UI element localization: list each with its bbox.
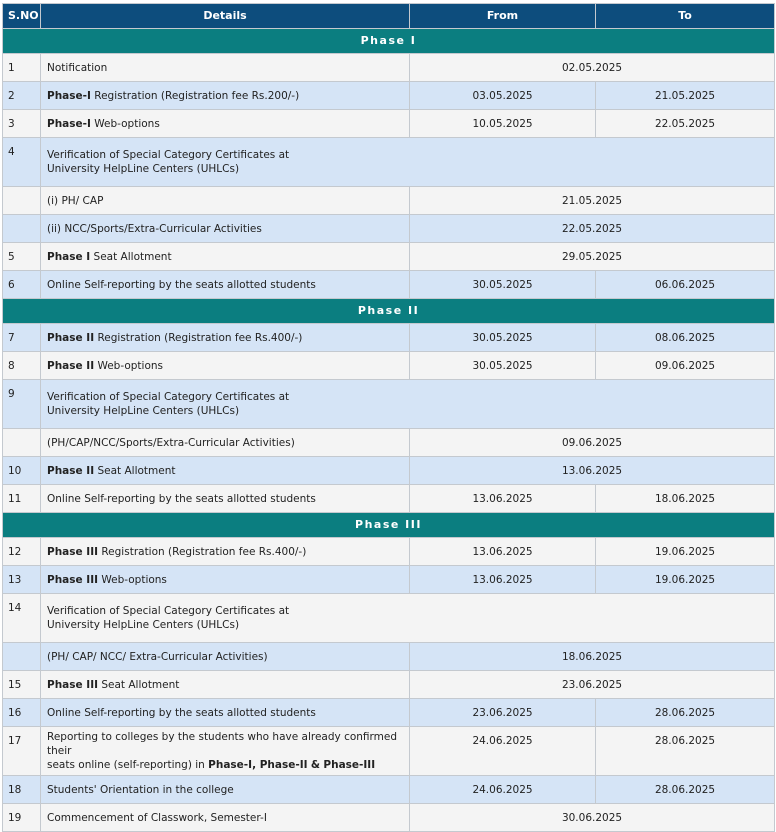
table-row [3, 727, 775, 776]
row-date: 02.05.2025 [410, 54, 775, 82]
row-from: 10.05.2025 [410, 110, 596, 138]
phase-row [3, 29, 775, 54]
row-sno: 19 [3, 804, 41, 832]
row-to: 08.06.2025 [596, 324, 775, 352]
phase-label: Phase-I [47, 117, 91, 130]
row-date: 18.06.2025 [410, 643, 775, 671]
header-from: From [410, 4, 596, 29]
row-sno: 11 [3, 485, 41, 513]
row-details: Reporting to colleges by the students who have already confirmed their seats online (self-reporting) in Phase-I, Phase-II & Phase-III [41, 727, 410, 776]
row-to: 28.06.2025 [596, 727, 775, 776]
table-row [3, 110, 775, 138]
header-details: Details [41, 4, 410, 29]
row-sno: 6 [3, 271, 41, 299]
table-row [3, 380, 775, 429]
row-sno: 1 [3, 54, 41, 82]
table-row [3, 671, 775, 699]
row-sno: 7 [3, 324, 41, 352]
row-details: Online Self-reporting by the seats allotted students [41, 485, 410, 513]
row-details: Commencement of Classwork, Semester-I [41, 804, 410, 832]
phase-row [3, 299, 775, 324]
table-row [3, 324, 775, 352]
table-row [3, 804, 775, 832]
table-row [3, 215, 775, 243]
table-row [3, 271, 775, 299]
row-details: Phase-I Web-options [41, 110, 410, 138]
row-sno [3, 215, 41, 243]
row-sno: 13 [3, 566, 41, 594]
row-to: 19.06.2025 [596, 566, 775, 594]
row-sno: 18 [3, 776, 41, 804]
phase-label: Phase III [47, 573, 99, 586]
row-sno [3, 187, 41, 215]
row-date: 13.06.2025 [410, 457, 775, 485]
row-from: 13.06.2025 [410, 538, 596, 566]
table-row [3, 485, 775, 513]
table-row [3, 776, 775, 804]
table-row [3, 243, 775, 271]
row-date: 09.06.2025 [410, 429, 775, 457]
row-sno: 4 [3, 138, 41, 187]
phase-row [3, 513, 775, 538]
table-row [3, 352, 775, 380]
row-from: 23.06.2025 [410, 699, 596, 727]
phase-label: Phase II [47, 464, 95, 477]
schedule-table [2, 3, 775, 832]
row-sno [3, 429, 41, 457]
row-details: Phase II Web-options [41, 352, 410, 380]
row-from: 24.06.2025 [410, 776, 596, 804]
row-from: 13.06.2025 [410, 485, 596, 513]
table-row [3, 54, 775, 82]
row-sno: 17 [3, 727, 41, 776]
table-row [3, 643, 775, 671]
table-row [3, 187, 775, 215]
phase-title: Phase III [3, 513, 775, 538]
row-details: Phase II Seat Allotment [41, 457, 410, 485]
row-sno: 5 [3, 243, 41, 271]
table-header-row [3, 4, 775, 29]
row-from: 24.06.2025 [410, 727, 596, 776]
row-from: 30.05.2025 [410, 271, 596, 299]
phase-label: Phase III [47, 545, 99, 558]
header-to: To [596, 4, 775, 29]
row-sno: 3 [3, 110, 41, 138]
row-sno: 15 [3, 671, 41, 699]
phase-label: Phase II [47, 331, 95, 344]
row-details: Verification of Special Category Certificates at University HelpLine Centers (UHLCs) [41, 380, 775, 429]
row-details: Verification of Special Category Certificates at University HelpLine Centers (UHLCs) [41, 594, 775, 643]
row-sno: 14 [3, 594, 41, 643]
row-from: 03.05.2025 [410, 82, 596, 110]
row-to: 09.06.2025 [596, 352, 775, 380]
row-to: 06.06.2025 [596, 271, 775, 299]
header-sno: S.NO [3, 4, 41, 29]
row-details: Students' Orientation in the college [41, 776, 410, 804]
row-date: 23.06.2025 [410, 671, 775, 699]
row-to: 21.05.2025 [596, 82, 775, 110]
row-sno [3, 643, 41, 671]
row-details: Phase II Registration (Registration fee Rs.400/-) [41, 324, 410, 352]
table-row [3, 138, 775, 187]
row-date: 22.05.2025 [410, 215, 775, 243]
row-details: Verification of Special Category Certificates at University HelpLine Centers (UHLCs) [41, 138, 775, 187]
row-details: Phase III Web-options [41, 566, 410, 594]
row-from: 30.05.2025 [410, 352, 596, 380]
phase-title: Phase I [3, 29, 775, 54]
table-row [3, 594, 775, 643]
row-date: 21.05.2025 [410, 187, 775, 215]
phase-label: Phase II [47, 359, 95, 372]
row-sno: 10 [3, 457, 41, 485]
table-row [3, 457, 775, 485]
row-details: (ii) NCC/Sports/Extra-Curricular Activities [41, 215, 410, 243]
row-sno: 8 [3, 352, 41, 380]
row-sno: 16 [3, 699, 41, 727]
row-sno: 9 [3, 380, 41, 429]
row-from: 13.06.2025 [410, 566, 596, 594]
row-date: 30.06.2025 [410, 804, 775, 832]
table-row [3, 566, 775, 594]
row-date: 29.05.2025 [410, 243, 775, 271]
row-details: (i) PH/ CAP [41, 187, 410, 215]
table-row [3, 429, 775, 457]
row-to: 18.06.2025 [596, 485, 775, 513]
row-details: Phase I Seat Allotment [41, 243, 410, 271]
row-sno: 2 [3, 82, 41, 110]
row-to: 28.06.2025 [596, 699, 775, 727]
phase-label: Phase-I [47, 89, 91, 102]
row-details: Online Self-reporting by the seats allotted students [41, 271, 410, 299]
row-details: Online Self-reporting by the seats allotted students [41, 699, 410, 727]
table-row [3, 82, 775, 110]
row-details: Phase-I Registration (Registration fee Rs.200/-) [41, 82, 410, 110]
row-sno: 12 [3, 538, 41, 566]
row-details: Phase III Registration (Registration fee Rs.400/-) [41, 538, 410, 566]
row-details: Phase III Seat Allotment [41, 671, 410, 699]
row-to: 19.06.2025 [596, 538, 775, 566]
row-to: 28.06.2025 [596, 776, 775, 804]
row-to: 22.05.2025 [596, 110, 775, 138]
row-details: (PH/ CAP/ NCC/ Extra-Curricular Activities) [41, 643, 410, 671]
row-details: (PH/CAP/NCC/Sports/Extra-Curricular Activities) [41, 429, 410, 457]
phase-title: Phase II [3, 299, 775, 324]
phase-label: Phase III [47, 678, 99, 691]
row-from: 30.05.2025 [410, 324, 596, 352]
table-row [3, 699, 775, 727]
phase-label: Phase I [47, 250, 91, 263]
table-row [3, 538, 775, 566]
row-details: Notification [41, 54, 410, 82]
